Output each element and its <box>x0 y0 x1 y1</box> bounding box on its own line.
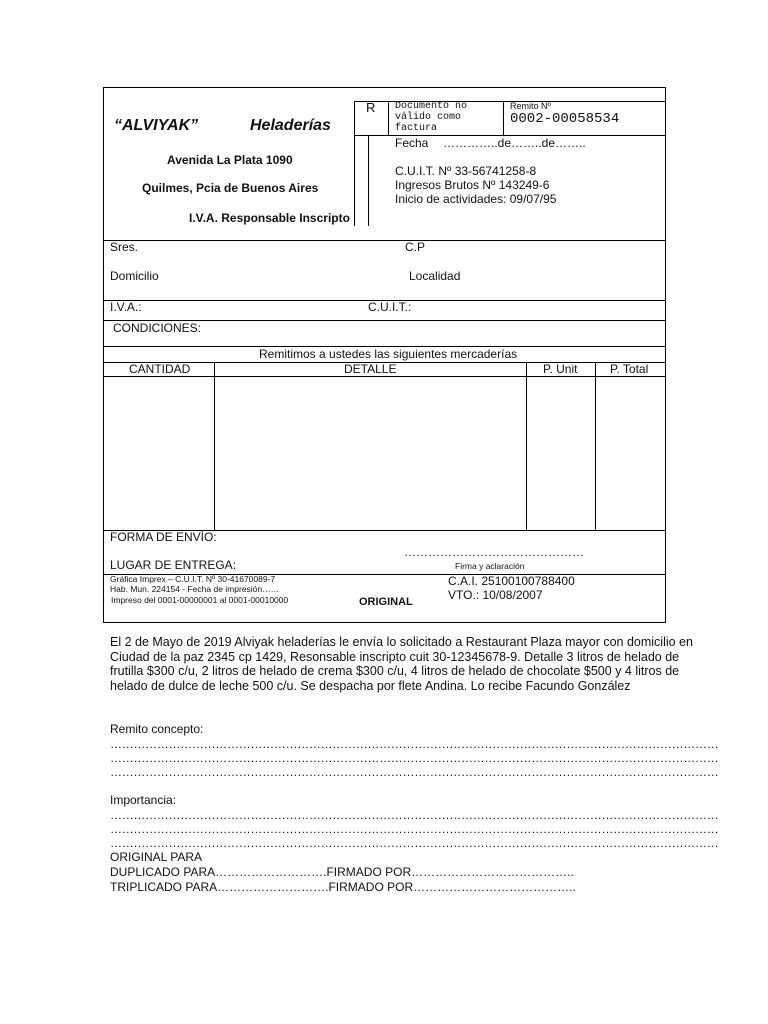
col-divider-cantidad <box>214 362 215 530</box>
importancia-line-2: ………………………………………………………………………………………………………………………………………… <box>110 822 719 836</box>
remito-concepto-line-3: ………………………………………………………………………………………………………………………………………… <box>110 765 719 779</box>
exercise-line-2: Ciudad de la paz 2345 cp 1429, Resonsable inscripto cuit 30-12345678-9. Detalle 3 litros de helado de <box>110 650 680 664</box>
signature-line: ……………………………………… <box>404 545 584 559</box>
forma-envio-label: FORMA DE ENVÍO: <box>110 530 217 544</box>
client-cuit-label: C.U.I.T.: <box>368 300 412 314</box>
col-header-ptotal: P. Total <box>610 362 649 376</box>
localidad-label: Localidad <box>409 269 461 283</box>
ingresos-brutos: Ingresos Brutos Nº 143249-6 <box>395 178 550 192</box>
remito-concepto-label: Remito concepto: <box>110 722 204 736</box>
exercise-line-4: helado de dulce de leche 500 c/u. Se despacha por flete Andina. Lo recibe Facundo González <box>110 679 631 693</box>
brand-suffix: Heladerías <box>250 117 331 134</box>
printer-info-2: Hab. Mun. 224154 - Fecha de impresión…… <box>110 584 280 594</box>
exercise-line-3: frutilla $300 c/u, 2 litros de helado de crema $300 c/u, 4 litros de helado de chocolate $500 y 4 litros de <box>110 664 680 678</box>
sres-label: Sres. <box>110 240 139 254</box>
remito-concepto-line-1: ………………………………………………………………………………………………………………………………………… <box>110 737 719 751</box>
iva-status: I.V.A. Responsable Inscripto <box>189 211 350 225</box>
document-note-line-1: Documento no <box>395 101 468 112</box>
fecha-value: …………..de……..de…….. <box>443 136 586 150</box>
cp-label: C.P <box>405 240 426 254</box>
company-cuit: C.U.I.T. Nº 33-56741258-8 <box>395 164 537 178</box>
divider-table-body-top <box>103 376 666 377</box>
remito-number-label: Remito Nº <box>510 101 551 111</box>
condiciones-label: CONDICIONES: <box>113 321 202 335</box>
col-header-punit: P. Unit <box>543 362 578 376</box>
brand-name: “ALVIYAK” <box>114 117 199 134</box>
firma-aclaracion-label: Firma y aclaración <box>455 561 525 571</box>
exercise-line-1: El 2 de Mayo de 2019 Alviyak heladerías le envía lo solicitado a Restaurant Plaza mayor con domicilio en <box>110 635 693 649</box>
duplicado-line: DUPLICADO PARA……………………….FIRMADO POR………………………………….. <box>110 865 574 879</box>
cai-number: C.A.I. 25100100788400 <box>448 574 575 588</box>
printer-info-1: Gráfica Imprex – C.U.I.T. Nº 30-41670089-7 <box>110 574 276 584</box>
col-header-cantidad: CANTIDAD <box>129 362 191 376</box>
divider-client-top <box>103 240 666 241</box>
triplicado-line: TRIPLICADO PARA……………………….FIRMADO POR………………………………….. <box>110 880 576 894</box>
client-iva-label: I.V.A.: <box>110 300 142 314</box>
fecha-label: Fecha <box>395 136 429 150</box>
col-divider-punit <box>595 362 596 530</box>
domicilio-label: Domicilio <box>110 269 159 283</box>
importancia-line-1: ………………………………………………………………………………………………………………………………………… <box>110 808 719 822</box>
inicio-actividades: Inicio de actividades: 09/07/95 <box>395 192 557 206</box>
remito-box-divider <box>503 101 504 136</box>
col-divider-detalle <box>526 362 527 530</box>
original-mark: ORIGINAL <box>359 596 413 608</box>
remito-number: 0002-00058534 <box>510 111 620 127</box>
original-para-label: ORIGINAL PARA <box>110 850 203 864</box>
lugar-entrega-label: LUGAR DE ENTREGA: <box>110 558 237 572</box>
col-header-detalle: DETALLE <box>344 362 397 376</box>
printer-info-3: Impreso del 0001-00000001 al 0001-00010000 <box>111 595 289 605</box>
remito-concepto-line-2: ………………………………………………………………………………………………………………………………………… <box>110 751 719 765</box>
importancia-label: Importancia: <box>110 793 177 807</box>
address-city: Quilmes, Pcia de Buenos Aires <box>142 181 319 195</box>
importancia-line-3: ………………………………………………………………………………………………………………………………………… <box>110 836 719 850</box>
letter-box-divider <box>388 101 389 136</box>
table-caption: Remitimos a ustedes las siguientes mercaderías <box>259 347 518 361</box>
document-note-line-3: factura <box>395 123 438 134</box>
document-note-line-2: válido como <box>395 112 462 123</box>
document-letter: R <box>366 100 376 115</box>
header-divider-right <box>368 135 369 226</box>
vto-date: VTO.: 10/08/2007 <box>448 588 543 602</box>
address-street: Avenida La Plata 1090 <box>167 153 293 167</box>
